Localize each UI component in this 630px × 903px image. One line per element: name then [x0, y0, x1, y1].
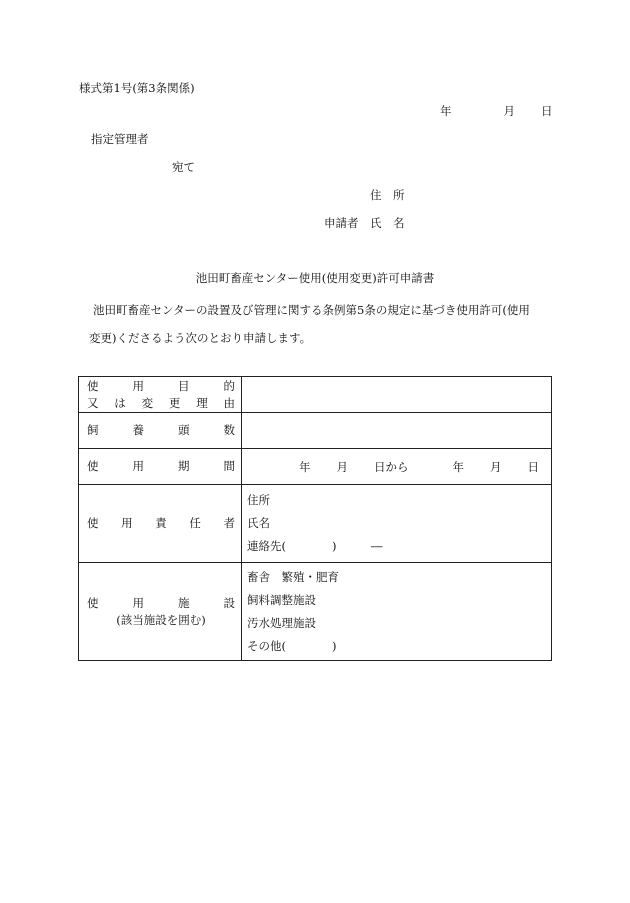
period-month-1: 月	[336, 459, 348, 474]
period-from: 日から	[374, 459, 409, 474]
table-row	[79, 485, 552, 563]
facility-label: 使 用 施 設	[87, 595, 235, 610]
date-year-label: 年	[440, 104, 452, 118]
period-fields	[247, 459, 551, 475]
responsible-name: 氏名	[247, 516, 270, 530]
date-day-label: 日	[541, 104, 553, 118]
responsible-contact: 連絡先( ) ―	[247, 539, 383, 553]
period-day-2: 日	[527, 459, 539, 474]
addressee: 指定管理者	[91, 132, 149, 146]
period-label: 使 用 期 間	[87, 459, 235, 473]
table-row	[79, 563, 552, 661]
responsible-address: 住所	[247, 493, 270, 507]
table-row	[79, 449, 552, 485]
period-label-cell	[79, 449, 242, 485]
atena: 宛て	[172, 160, 195, 174]
date-line	[440, 106, 553, 118]
purpose-label: 使 用 目 的	[87, 378, 235, 393]
period-month-2: 月	[490, 459, 502, 474]
period-year-2: 年	[452, 459, 464, 474]
purpose-value-cell[interactable]	[242, 377, 552, 413]
facility-livestock-barn[interactable]: 畜舎 繁殖・肥育	[247, 569, 339, 584]
facility-other[interactable]: その他( )	[247, 638, 337, 653]
facility-value-cell[interactable]	[242, 563, 552, 661]
responsible-label: 使 用 責 任 者	[87, 516, 235, 530]
head-count-label: 飼 養 頭 数	[87, 423, 235, 437]
period-year-1: 年	[299, 459, 311, 474]
facility-feed-prep[interactable]: 飼料調整施設	[247, 592, 316, 607]
applicant-label: 申請者 氏 名	[324, 216, 405, 230]
facility-wastewater[interactable]: 汚水処理施設	[247, 615, 316, 630]
table-row	[79, 377, 552, 413]
change-reason-label: 又 は 変 更 理 由	[87, 395, 235, 410]
facility-note: (該当施設を囲む)	[116, 612, 206, 627]
body-line-2: 変更)くださるよう次のとおり申請します。	[89, 331, 312, 345]
body-text	[91, 296, 561, 352]
period-value-cell[interactable]	[242, 449, 552, 485]
body-line-1: 池田町畜産センターの設置及び管理に関する条例第5条の規定に基づき使用許可(使用	[93, 303, 530, 317]
table-row	[79, 413, 552, 449]
address-label: 住 所	[370, 188, 405, 202]
responsible-value-cell[interactable]	[242, 485, 552, 563]
responsible-label-cell	[79, 485, 242, 563]
purpose-label-cell	[79, 377, 242, 413]
date-month-label: 月	[503, 104, 515, 118]
head-count-label-cell	[79, 413, 242, 449]
form-number: 様式第1号(第3条関係)	[79, 81, 195, 95]
facility-label-cell	[79, 563, 242, 661]
application-table	[78, 376, 552, 661]
document-title: 池田町畜産センター使用(使用変更)許可申請書	[195, 271, 435, 285]
head-count-value-cell[interactable]	[242, 413, 552, 449]
